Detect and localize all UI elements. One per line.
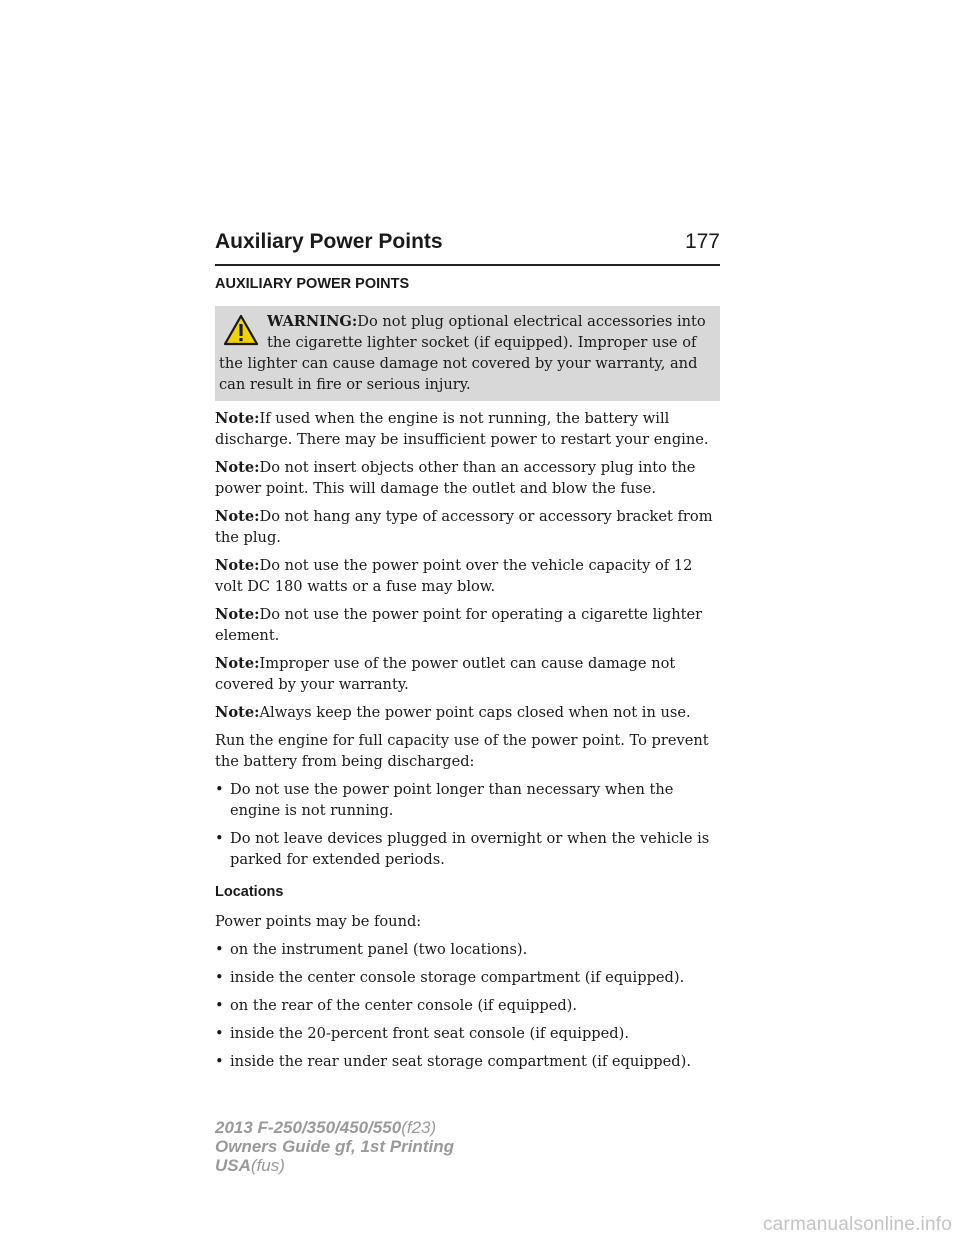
run-engine-paragraph: Run the engine for full capacity use of the power point. To prevent the battery from being discharged: (215, 732, 709, 770)
list-item: • on the instrument panel (two locations). (215, 939, 720, 960)
note-label: Note: (215, 508, 260, 525)
footer-model: 2013 F-250/350/450/550 (215, 1118, 402, 1137)
note-text: Do not hang any type of accessory or accessory bracket from the plug. (215, 508, 713, 546)
locations-intro: Power points may be found: (215, 913, 422, 930)
note-label: Note: (215, 606, 260, 623)
footer-model-code: (f23) (401, 1118, 437, 1137)
footer-market-code: (fus) (250, 1156, 285, 1175)
notes-list (215, 408, 720, 723)
page-number: 177 (684, 230, 720, 253)
note-item (215, 506, 720, 548)
site-watermark: carmanualsonline.info (762, 1214, 952, 1235)
page-header (215, 230, 720, 266)
warning-label: WARNING: (267, 313, 358, 330)
run-engine-bullets (215, 779, 720, 870)
note-item (215, 653, 720, 695)
note-label: Note: (215, 459, 260, 476)
note-label: Note: (215, 704, 260, 721)
header-title: Auxiliary Power Points (215, 230, 443, 253)
note-label: Note: (215, 655, 260, 672)
locations-list (215, 939, 720, 1072)
footer-market: USA (215, 1156, 251, 1175)
note-text: Do not use the power point over the vehicle capacity of 12 volt DC 180 watts or a fuse may blow. (215, 557, 693, 595)
note-text: Always keep the power point caps closed when not in use. (259, 704, 691, 721)
print-footer (215, 1118, 454, 1175)
list-item: • inside the rear under seat storage compartment (if equipped). (215, 1051, 720, 1072)
note-item (215, 457, 720, 499)
warning-triangle-icon (223, 314, 259, 346)
note-item (215, 408, 720, 450)
note-item (215, 604, 720, 646)
note-text: Do not use the power point for operating a cigarette lighter element. (215, 606, 703, 644)
note-item (215, 555, 720, 597)
list-item: • Do not use the power point longer than necessary when the engine is not running. (215, 779, 720, 821)
note-item (215, 702, 720, 723)
list-item: • on the rear of the center console (if equipped). (215, 995, 720, 1016)
note-text: Improper use of the power outlet can cause damage not covered by your warranty. (215, 655, 676, 693)
note-label: Note: (215, 557, 260, 574)
list-item: • inside the center console storage compartment (if equipped). (215, 967, 720, 988)
locations-title: Locations (215, 884, 284, 900)
note-text: If used when the engine is not running, the battery will discharge. There may be insufficient power to restart your engine. (215, 410, 709, 448)
list-item: • Do not leave devices plugged in overnight or when the vehicle is parked for extended periods. (215, 828, 720, 870)
footer-guide: Owners Guide gf, 1st Printing (215, 1137, 454, 1156)
note-text: Do not insert objects other than an accessory plug into the power point. This will damage the outlet and blow the fuse. (215, 459, 696, 497)
warning-box (215, 306, 720, 401)
note-label: Note: (215, 410, 260, 427)
page-content (215, 274, 720, 1079)
list-item: • inside the 20-percent front seat console (if equipped). (215, 1023, 720, 1044)
section-title: AUXILIARY POWER POINTS (215, 276, 410, 292)
warning-text: Do not plug optional electrical accessories into the cigarette lighter socket (if equipped). Improper use of the lighter can cause damage not covered by your warranty, and can result in fire or serious injury. (219, 313, 706, 393)
